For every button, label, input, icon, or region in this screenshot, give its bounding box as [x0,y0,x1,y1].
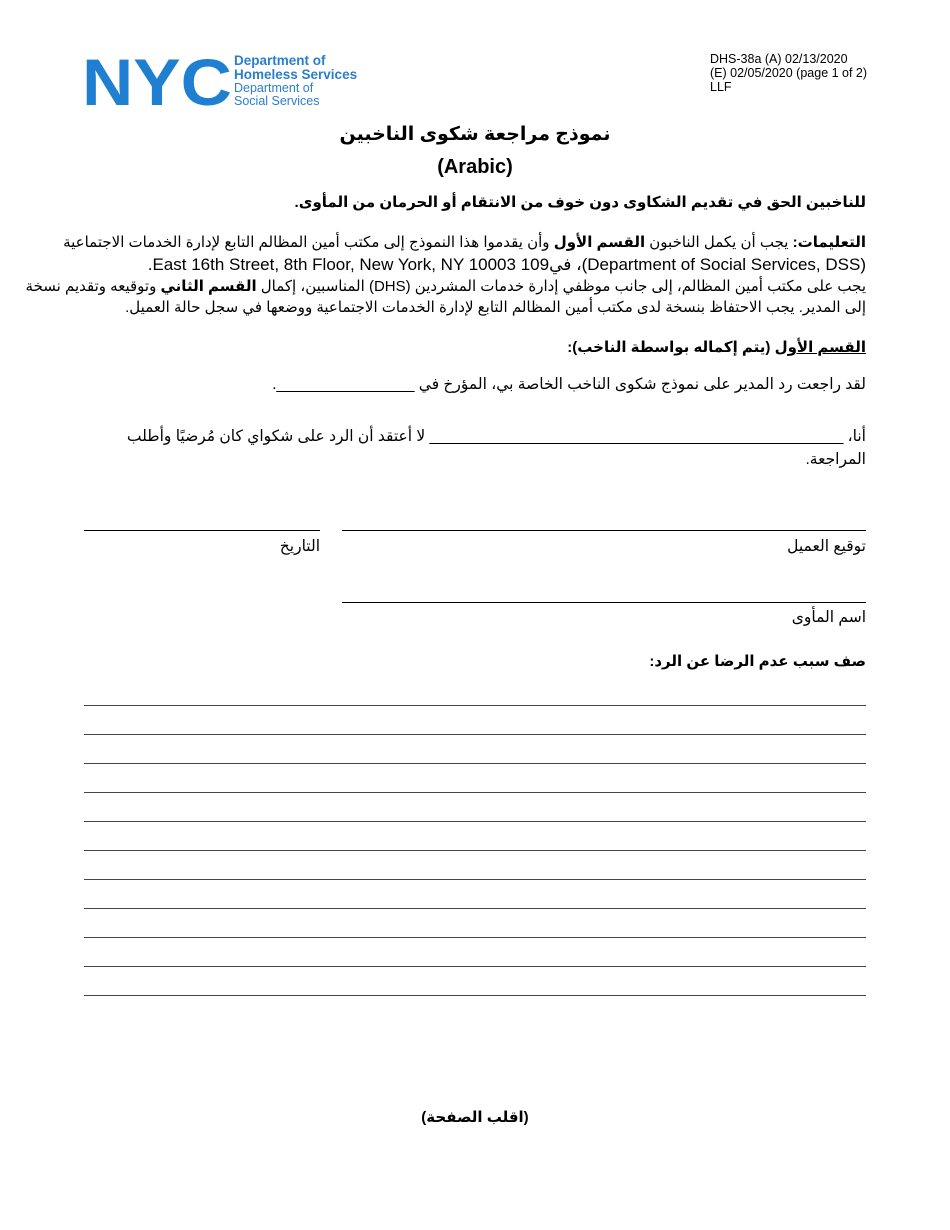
instructions-text-3b: وتوقيعه وتقديم نسخة [25,278,161,295]
instructions-label: التعليمات: [792,234,866,251]
reason-writing-line[interactable] [84,908,866,909]
reason-writing-line[interactable] [84,763,866,764]
reason-writing-line[interactable] [84,734,866,735]
instructions-line-1 [63,233,866,251]
department-name [234,54,357,109]
nyc-logo [82,54,232,106]
instructions-text-3a: يجب على مكتب أمين المظالم، إلى جانب موظفي إدارة خدمات المشردين (DHS) المناسبين، إكمال [256,278,866,295]
reviewed-statement: لقد راجعت رد المدير على نموذج شكوى الناخب الخاصة بي، المؤرخ في ________________. [272,376,866,393]
dept-line-1: Department of [234,53,326,68]
reason-writing-line[interactable] [84,792,866,793]
form-code: DHS-38a (A) 02/13/2020 [710,52,848,66]
reason-writing-line[interactable] [84,937,866,938]
dept-line-2: Homeless Services [234,67,358,83]
shelter-name-label: اسم المأوى [791,609,866,626]
signature-line[interactable] [342,530,866,531]
section1-heading-rest: (يتم إكماله بواسطة الناخب): [567,339,775,356]
instructions-text-1a: يجب أن يكمل الناخبون [645,234,793,251]
reason-writing-line[interactable] [84,850,866,851]
dissatisfaction-statement: أنا، ________________________________________________ لا أعتقد أن الرد على شكواي كان مُرضيًا وأطلب [126,428,866,445]
instructions-text-1b: وأن يقدموا هذا النموذج إلى مكتب أمين المظالم التابع لإدارة الخدمات الاجتماعية [63,234,554,251]
reason-writing-line[interactable] [84,995,866,996]
dissatisfaction-statement-cont: المراجعة. [805,451,866,468]
section1-heading [567,338,866,356]
instructions-line-4: إلى المدير. يجب الاحتفاظ بنسخة لدى مكتب أمين المظالم التابع لإدارة الخدمات الاجتماعية ووضعها في سجل حالة العميل. [125,299,866,316]
form-tag: LLF [710,80,732,94]
turn-page-note: (اقلب الصفحة) [421,1109,529,1126]
describe-reason-label: صف سبب عدم الرضا عن الرد: [649,653,866,670]
reason-writing-line[interactable] [84,879,866,880]
instructions-section2-ref: القسم الثاني [160,278,257,295]
page-title: نموذج مراجعة شكوى الناخبين [339,124,611,145]
nyc-logo-text: NYC [82,54,232,106]
shelter-name-line[interactable] [342,602,866,603]
dept-line-3: Department of [234,81,314,96]
form-meta [710,52,867,94]
page-subtitle: (Arabic) [437,156,513,178]
rights-statement: للناخبين الحق في تقديم الشكاوى دون خوف من الانتقام أو الحرمان من المأوى. [294,194,866,211]
reason-writing-line[interactable] [84,705,866,706]
section1-heading-underlined: القسم الأول [774,339,866,356]
date-line[interactable] [84,530,320,531]
reason-writing-line[interactable] [84,966,866,967]
signature-label: توقيع العميل [787,538,866,555]
instructions-section1-ref: القسم الأول [553,234,646,251]
form-revision: (E) 02/05/2020 (page 1 of 2) [710,66,868,80]
instructions-line-2: (Department of Social Services, DSS)، في109 East 16th Street, 8th Floor, New York, NY 10003. [147,255,866,274]
dept-line-4: Social Services [234,94,320,109]
reason-writing-line[interactable] [84,821,866,822]
instructions-line-3 [26,277,866,295]
date-label: التاريخ [279,538,320,555]
